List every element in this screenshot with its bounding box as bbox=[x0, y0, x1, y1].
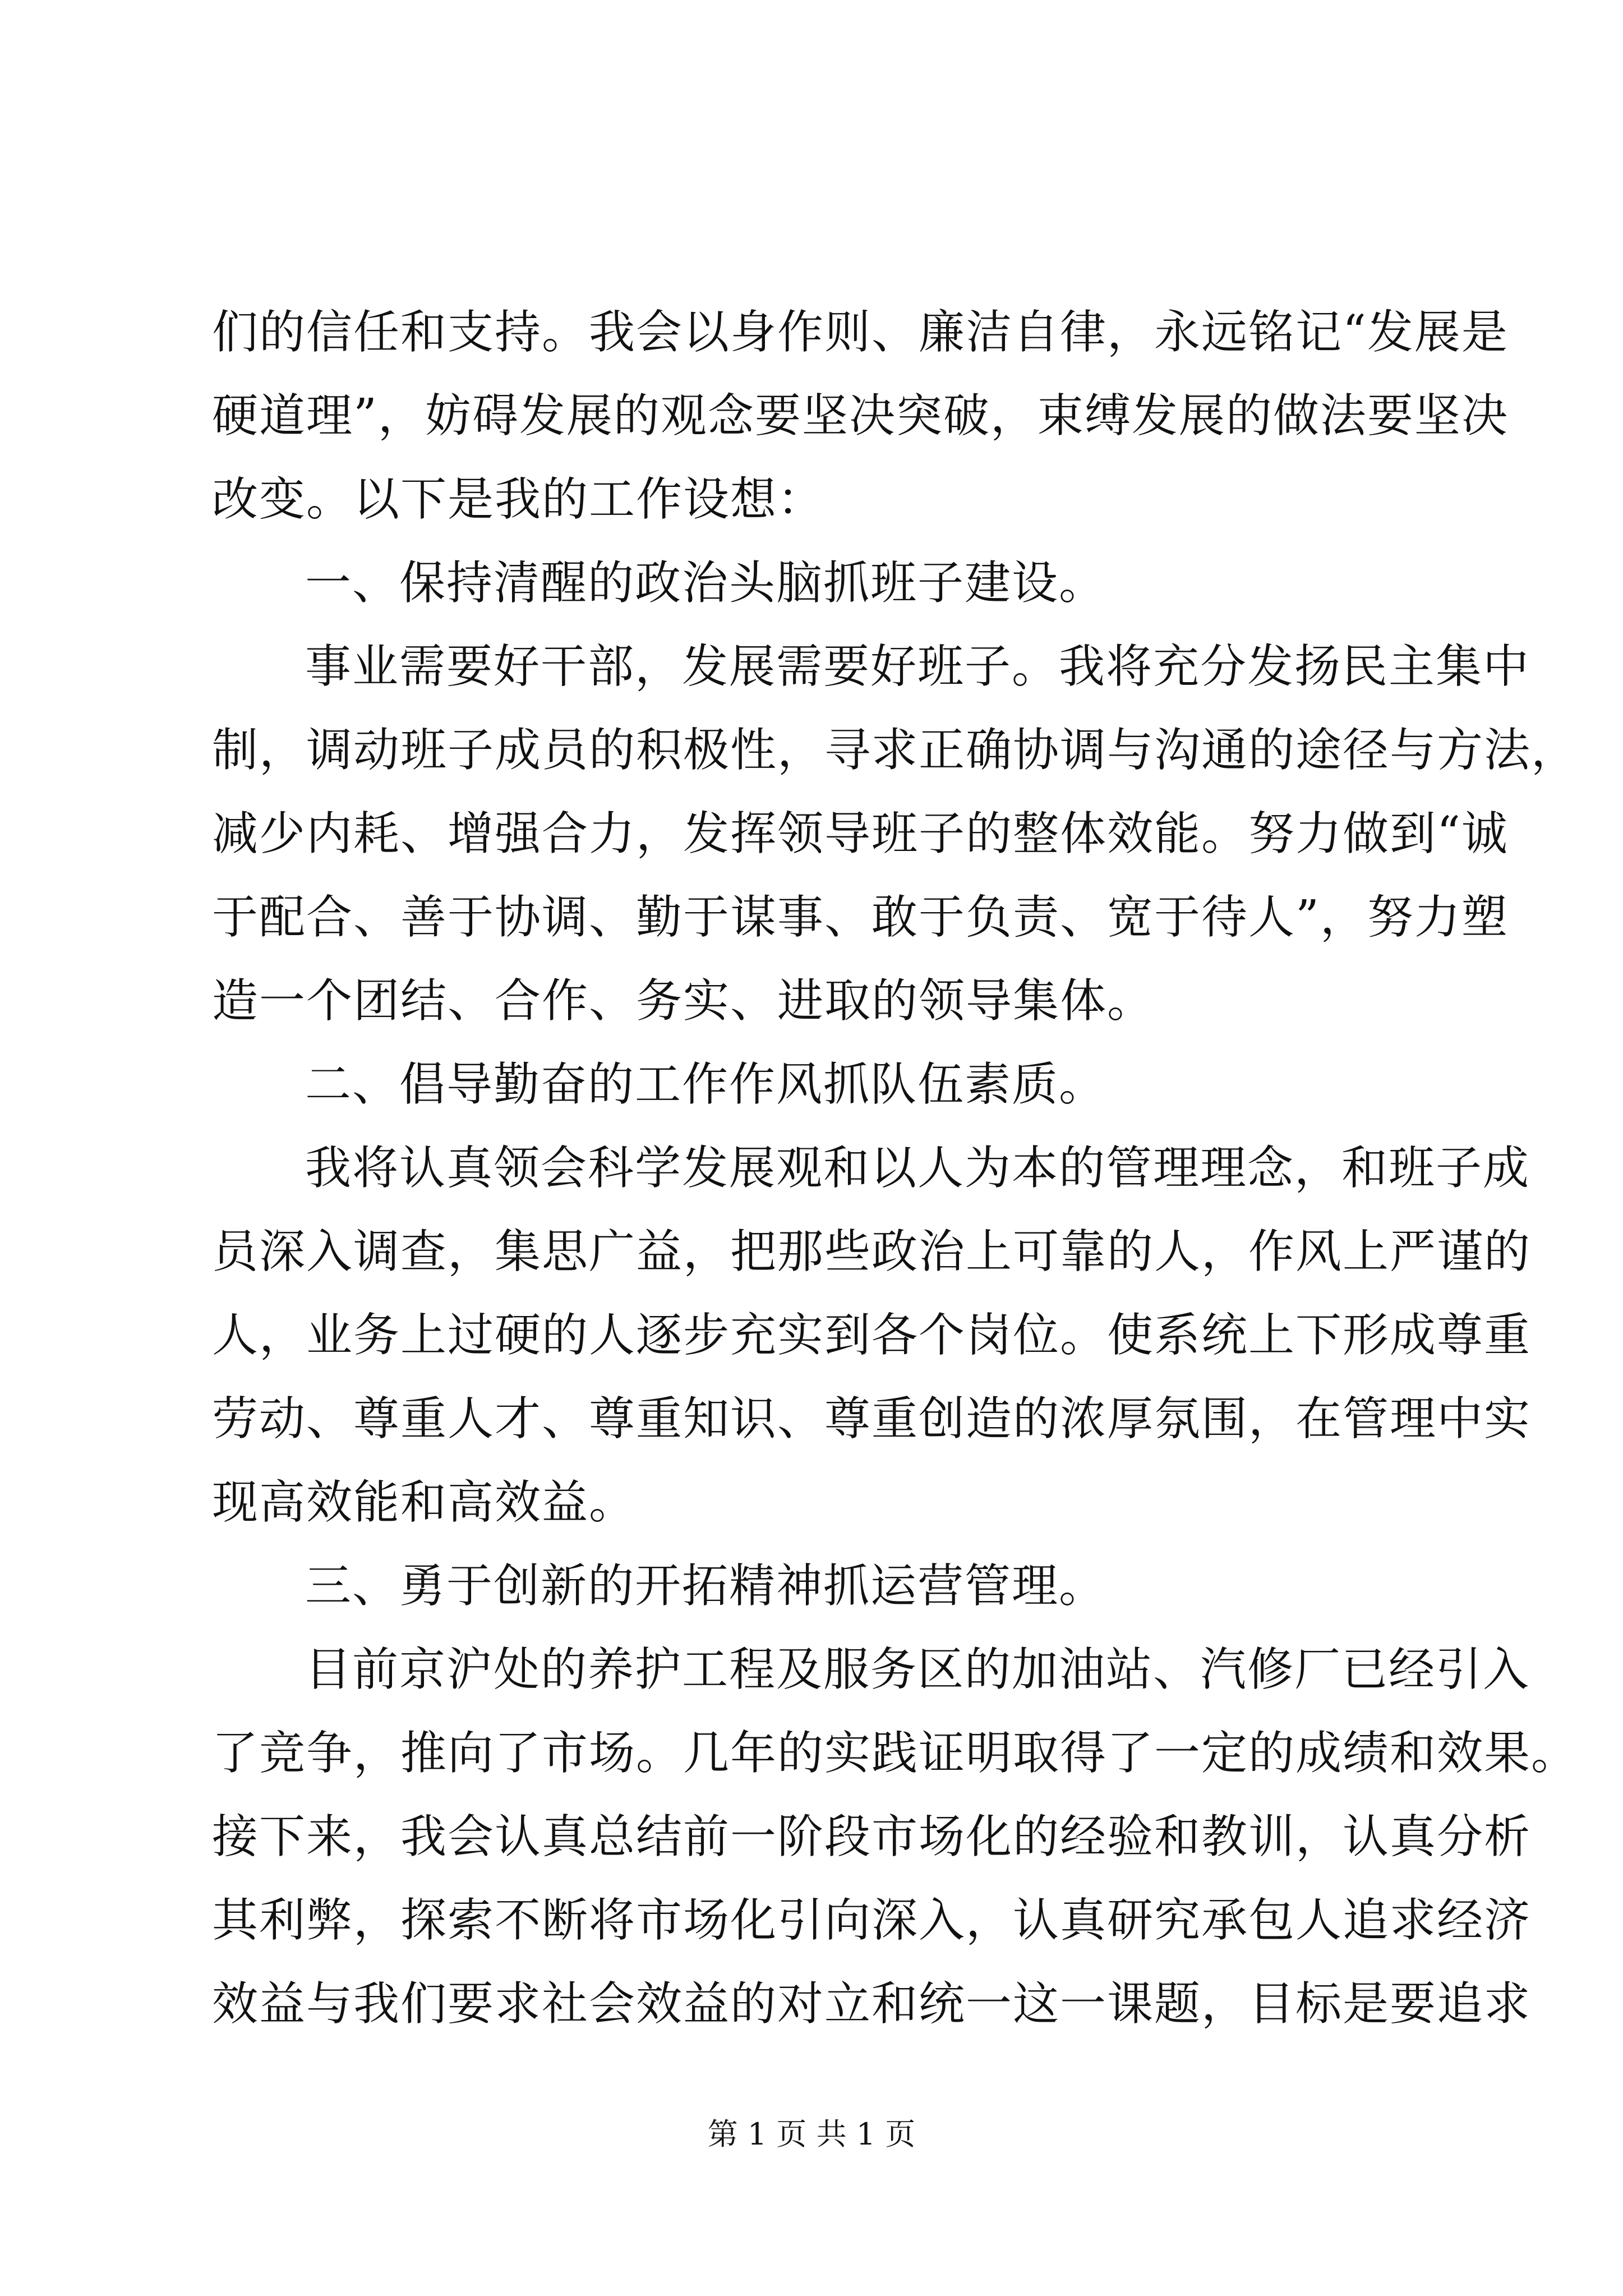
paragraph-line: 效益与我们要求社会效益的对立和统一这一课题，目标是要追求 bbox=[212, 1977, 1532, 2031]
paragraph-line: 现高效能和高效益。 bbox=[212, 1476, 637, 1529]
page-footer: 第 1 页 共 1 页 bbox=[707, 2116, 916, 2152]
paragraph-line: 接下来，我会认真总结前一阶段市场化的经验和教训，认真分析 bbox=[212, 1810, 1532, 1864]
section-heading: 一、保持清醒的政治头脑抓班子建设。 bbox=[305, 556, 1106, 610]
section-heading: 二、倡导勤奋的工作作风抓队伍素质。 bbox=[305, 1058, 1106, 1111]
paragraph-line: 于配合、善于协调、勤于谋事、敢于负责、宽于待人”，努力塑 bbox=[212, 891, 1509, 944]
document-body bbox=[212, 291, 1579, 2046]
paragraph-line: 员深入调查，集思广益，把那些政治上可靠的人，作风上严谨的 bbox=[212, 1225, 1532, 1278]
paragraph-line: 改变。以下是我的工作设想： bbox=[212, 473, 825, 526]
paragraph-line: 减少内耗、增强合力，发挥领导班子的整体效能。努力做到“诚 bbox=[212, 807, 1509, 861]
paragraph-line: 造一个团结、合作、务实、进取的领导集体。 bbox=[212, 974, 1155, 1028]
paragraph-line: 了竞争，推向了市场。几年的实践证明取得了一定的成绩和效果。 bbox=[212, 1727, 1579, 1780]
section-heading: 三、勇于创新的开拓精神抓运营管理。 bbox=[305, 1559, 1106, 1613]
paragraph-line: 我将认真领会科学发展观和以人为本的管理理念，和班子成 bbox=[305, 1142, 1530, 1195]
paragraph-line: 其利弊，探索不断将市场化引向深入，认真研究承包人追求经济 bbox=[212, 1894, 1532, 1947]
paragraph-line: 硬道理”，妨碍发展的观念要坚决突破，束缚发展的做法要坚决 bbox=[212, 389, 1509, 443]
paragraph-line: 目前京沪处的养护工程及服务区的加油站、汽修厂已经引入 bbox=[305, 1643, 1530, 1696]
paragraph-line: 事业需要好干部，发展需要好班子。我将充分发扬民主集中 bbox=[305, 640, 1530, 693]
paragraph-line: 人，业务上过硬的人逐步充实到各个岗位。使系统上下形成尊重 bbox=[212, 1309, 1532, 1362]
paragraph-line: 劳动、尊重人才、尊重知识、尊重创造的浓厚氛围，在管理中实 bbox=[212, 1392, 1532, 1446]
paragraph-line: 制，调动班子成员的积极性，寻求正确协调与沟通的途径与方法， bbox=[212, 724, 1579, 777]
paragraph-line: 们的信任和支持。我会以身作则、廉洁自律，永远铭记“发展是 bbox=[212, 306, 1509, 359]
